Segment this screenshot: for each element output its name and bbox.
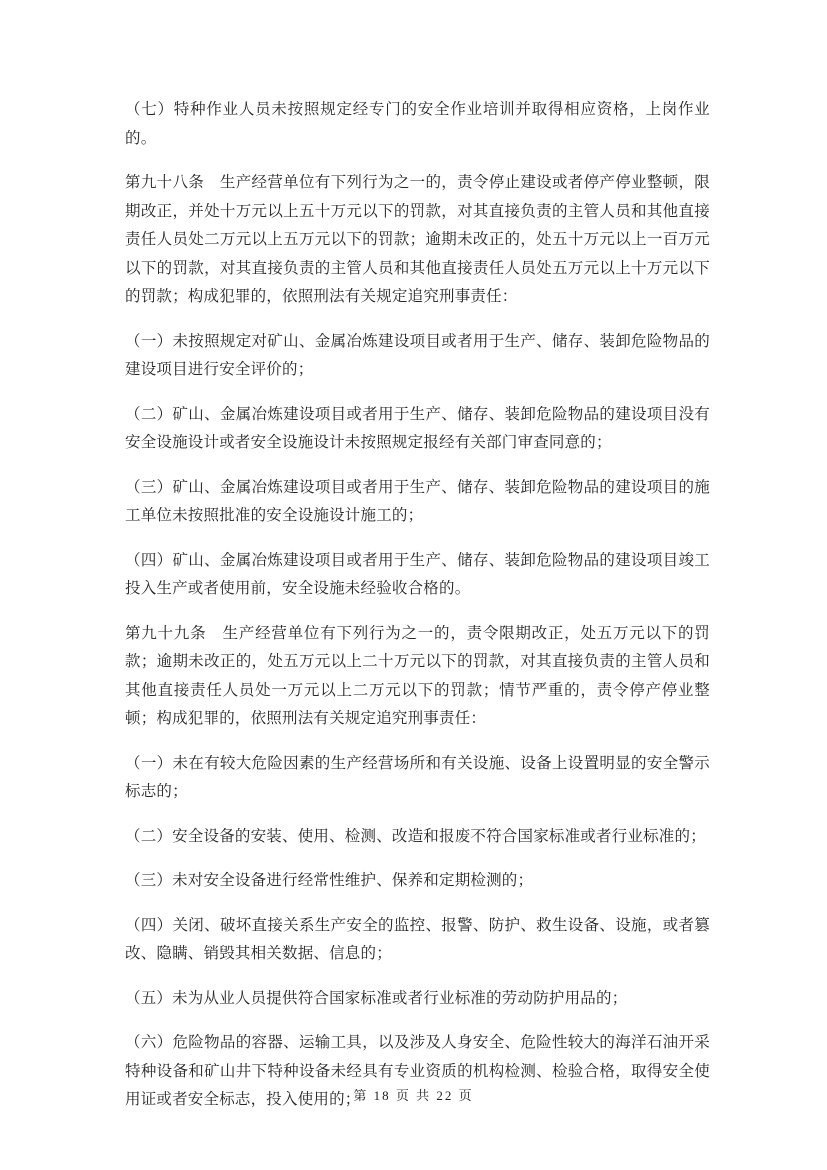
article-98-item-4: （四）矿山、金属冶炼建设项目或者用于生产、储存、装卸危险物品的建设项目竣工投入生产或者使用前，安全设施未经验收合格的。 [125, 551, 710, 597]
article-98-item-3: （三）矿山、金属冶炼建设项目或者用于生产、储存、装卸危险物品的建设项目的施工单位未按照批准的安全设施设计施工的； [125, 478, 710, 524]
article-99-item-4: （四）关闭、破坏直接关系生产安全的监控、报警、防护、救生设备、设施，或者篡改、隐瞒、销毁其相关数据、信息的； [125, 916, 710, 962]
article-98-body: 第九十八条 生产经营单位有下列行为之一的，责令停止建设或者停产停业整顿，限期改正，并处十万元以上五十万元以下的罚款，对其直接负责的主管人员和其他直接责任人员处二万元以上五万元以下的罚款；逾期未改正的，处五十万元以上一百万元以下的罚款，对其直接负责的主管人员和其他直接责任人员处五万元以上十万元以下的罚款；构成犯罪的，依照刑法有关规定追究刑事责任： [125, 174, 710, 305]
article-98-item-2: （二）矿山、金属冶炼建设项目或者用于生产、储存、装卸危险物品的建设项目没有安全设施设计或者安全设施设计未按照规定报经有关部门审查同意的； [125, 405, 710, 451]
article-99-item-2: （二）安全设备的安装、使用、检测、改造和报废不符合国家标准或者行业标准的； [125, 827, 706, 845]
article-99-item-1: （一）未在有较大危险因素的生产经营场所和有关设施、设备上设置明显的安全警示标志的； [125, 754, 710, 800]
article-99-body: 第九十九条 生产经营单位有下列行为之一的，责令限期改正，处五万元以下的罚款；逾期未改正的，处五万元以上二十万元以下的罚款，对其直接负责的主管人员和其他直接责任人员处一万元以上二万元以下的罚款；情节严重的，责令停产停业整顿；构成犯罪的，依照刑法有关规定追究刑事责任： [125, 624, 710, 727]
item-7-of-previous-article: （七）特种作业人员未按照规定经专门的安全作业培训并取得相应资格，上岗作业的。 [125, 101, 710, 147]
article-99-item-3: （三）未对安全设备进行经常性维护、保养和定期检测的； [125, 872, 534, 889]
page-number-footer: 第 18 页 共 22 页 [353, 1088, 474, 1103]
article-99-item-5: （五）未为从业人员提供符合国家标准或者行业标准的劳动防护用品的； [125, 989, 628, 1007]
article-98-item-1: （一）未按照规定对矿山、金属冶炼建设项目或者用于生产、储存、装卸危险物品的建设项目进行安全评价的； [125, 332, 710, 378]
article-99-item-6: （六）危险物品的容器、运输工具，以及涉及人身安全、危险性较大的海洋石油开采特种设备和矿山井下特种设备未经具有专业资质的机构检测、检验合格，取得安全使用证或者安全标志，投入使用的； [125, 1034, 710, 1108]
